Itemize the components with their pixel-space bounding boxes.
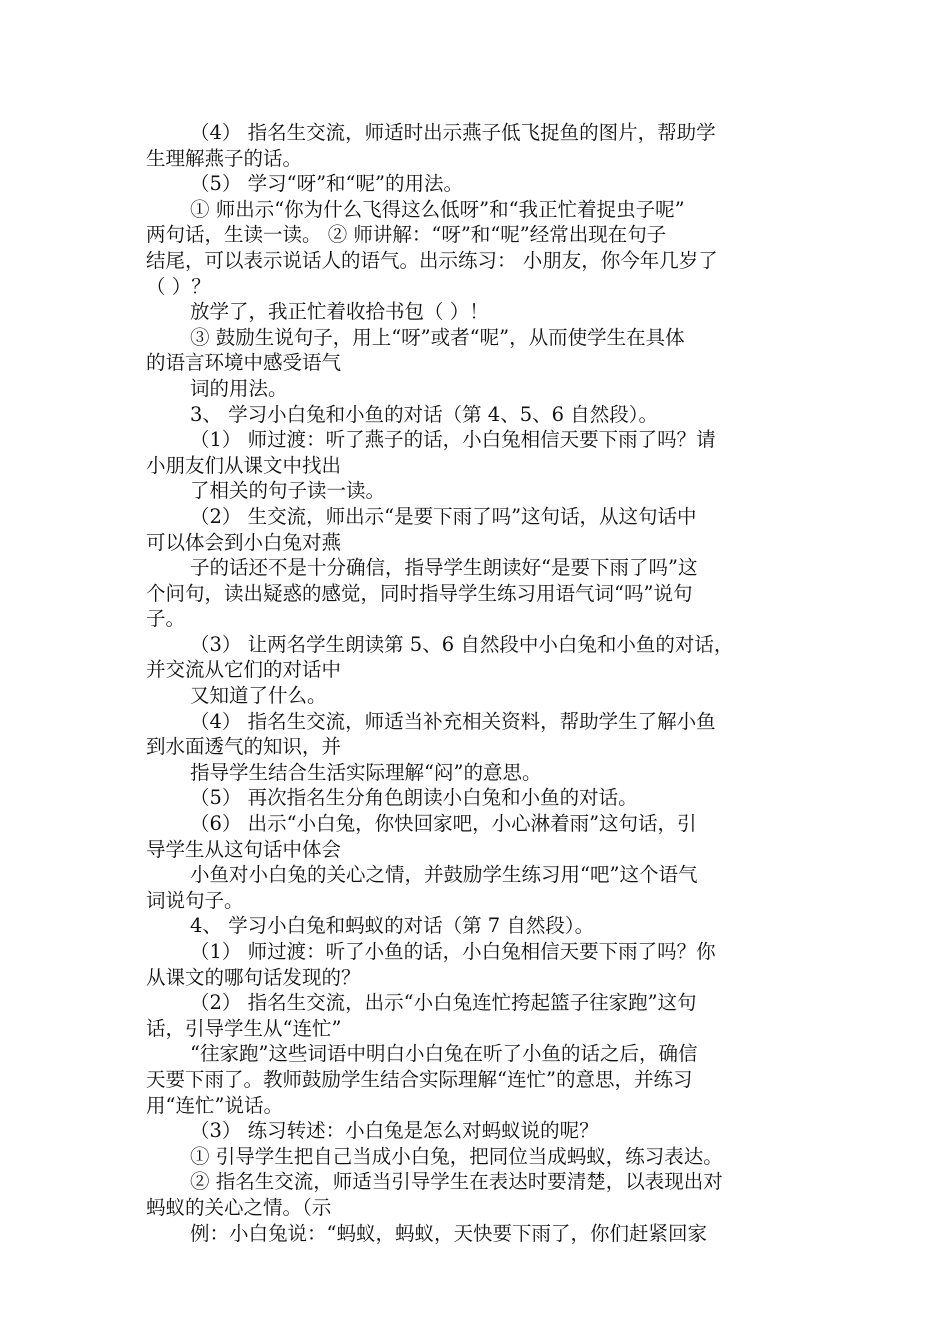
- text-line: ① 师出示“你为什么飞得这么低呀”和“我正忙着捉虫子呢”: [190, 197, 685, 221]
- text-line: “往家跑”这些词语中明白小白兔在听了小鱼的话之后，确信: [190, 1042, 698, 1066]
- text-line: （3） 让两名学生朗读第 5、6 自然段中小白兔和小鱼的对话，: [190, 632, 734, 656]
- text-line: 3、 学习小白兔和小鱼的对话（第 4、5、6 自然段）。: [190, 402, 658, 426]
- text-line: 放学了，我正忙着收拾书包（ ）！: [190, 300, 489, 324]
- text-line: （4） 指名生交流，师适时出示燕子低飞捉鱼的图片，帮助学: [190, 121, 716, 144]
- text-line: 天要下雨了。教师鼓励学生结合实际理解“连忙”的意思，并练习: [146, 1067, 693, 1091]
- text-line: 两句话，生读一读。 ② 师讲解：“呀”和“呢”经常出现在句子: [146, 223, 667, 247]
- text-line: 可以体会到小白兔对燕: [146, 530, 342, 554]
- text-line: （2） 生交流，师出示“是要下雨了吗”这句话，从这句话中: [190, 504, 697, 528]
- text-line: 导学生从这句话中体会: [146, 837, 342, 861]
- text-line: 指导学生结合生活实际理解“闷”的意思。: [190, 760, 542, 784]
- text-line: 词说句子。: [146, 888, 244, 912]
- text-line: 例：小白兔说：“蚂蚁，蚂蚁，天快要下雨了，你们赶紧回家: [190, 1221, 707, 1245]
- text-line: 从课文的哪句话发现的？: [146, 965, 361, 989]
- text-line: 用“连忙”说话。: [146, 1093, 283, 1117]
- text-line: 话，引导学生从“连忙”: [146, 1016, 342, 1040]
- text-line: （1） 师过渡：听了燕子的话，小白兔相信天要下雨了吗？请: [190, 428, 716, 452]
- text-line: （4） 指名生交流，师适当补充相关资料，帮助学生了解小鱼: [190, 709, 716, 733]
- text-line: 并交流从它们的对话中: [146, 658, 342, 682]
- text-line: （5） 学习“呀”和“呢”的用法。: [190, 172, 463, 196]
- text-line: 结尾，可以表示说话人的语气。出示练习： 小朋友，你今年几岁了: [146, 248, 718, 272]
- text-line: 又知道了什么。: [190, 684, 327, 708]
- text-line: 的语言环境中感受语气: [146, 351, 342, 375]
- text-line: 个问句，读出疑惑的感觉，同时指导学生练习用语气词“吗”说句: [146, 581, 693, 605]
- text-line: （1） 师过渡：听了小鱼的话，小白兔相信天要下雨了吗？你: [190, 940, 716, 963]
- text-line: （3） 练习转述：小白兔是怎么对蚂蚁说的呢？: [190, 1119, 599, 1143]
- text-line: （ ）？: [146, 274, 211, 298]
- text-line: ① 引导学生把自己当成小白兔，把同位当成蚂蚁，练习表达。: [190, 1144, 723, 1168]
- text-line: （2） 指名生交流，出示“小白兔连忙挎起篮子往家跑”这句: [190, 991, 697, 1015]
- text-line: （6） 出示“小白兔，你快回家吧，小心淋着雨”这句话，引: [190, 812, 697, 836]
- text-line: ③ 鼓励生说句子，用上“呀”或者“呢”，从而使学生在具体: [190, 325, 685, 349]
- text-line: 了相关的句子读一读。: [190, 479, 386, 503]
- text-line: 生理解燕子的话。: [146, 146, 303, 170]
- text-line: 4、 学习小白兔和蚂蚁的对话（第 7 自然段）。: [190, 914, 595, 938]
- text-line: 到水面透气的知识，并: [146, 735, 342, 759]
- document-body: [146, 120, 806, 1246]
- text-line: 小朋友们从课文中找出: [146, 453, 342, 477]
- text-line: ② 指名生交流，师适当引导学生在表达时要清楚，以表现出对: [190, 1170, 723, 1194]
- text-line: （5） 再次指名生分角色朗读小白兔和小鱼的对话。: [190, 786, 638, 810]
- text-line: 小鱼对小白兔的关心之情，并鼓励学生练习用“吧”这个语气: [190, 863, 698, 887]
- text-line: 子的话还不是十分确信，指导学生朗读好“是要下雨了吗”这: [190, 556, 698, 580]
- text-line: 蚂蚁的关心之情。（示: [146, 1195, 332, 1219]
- text-line: 词的用法。: [190, 376, 288, 400]
- text-line: 子。: [146, 607, 186, 631]
